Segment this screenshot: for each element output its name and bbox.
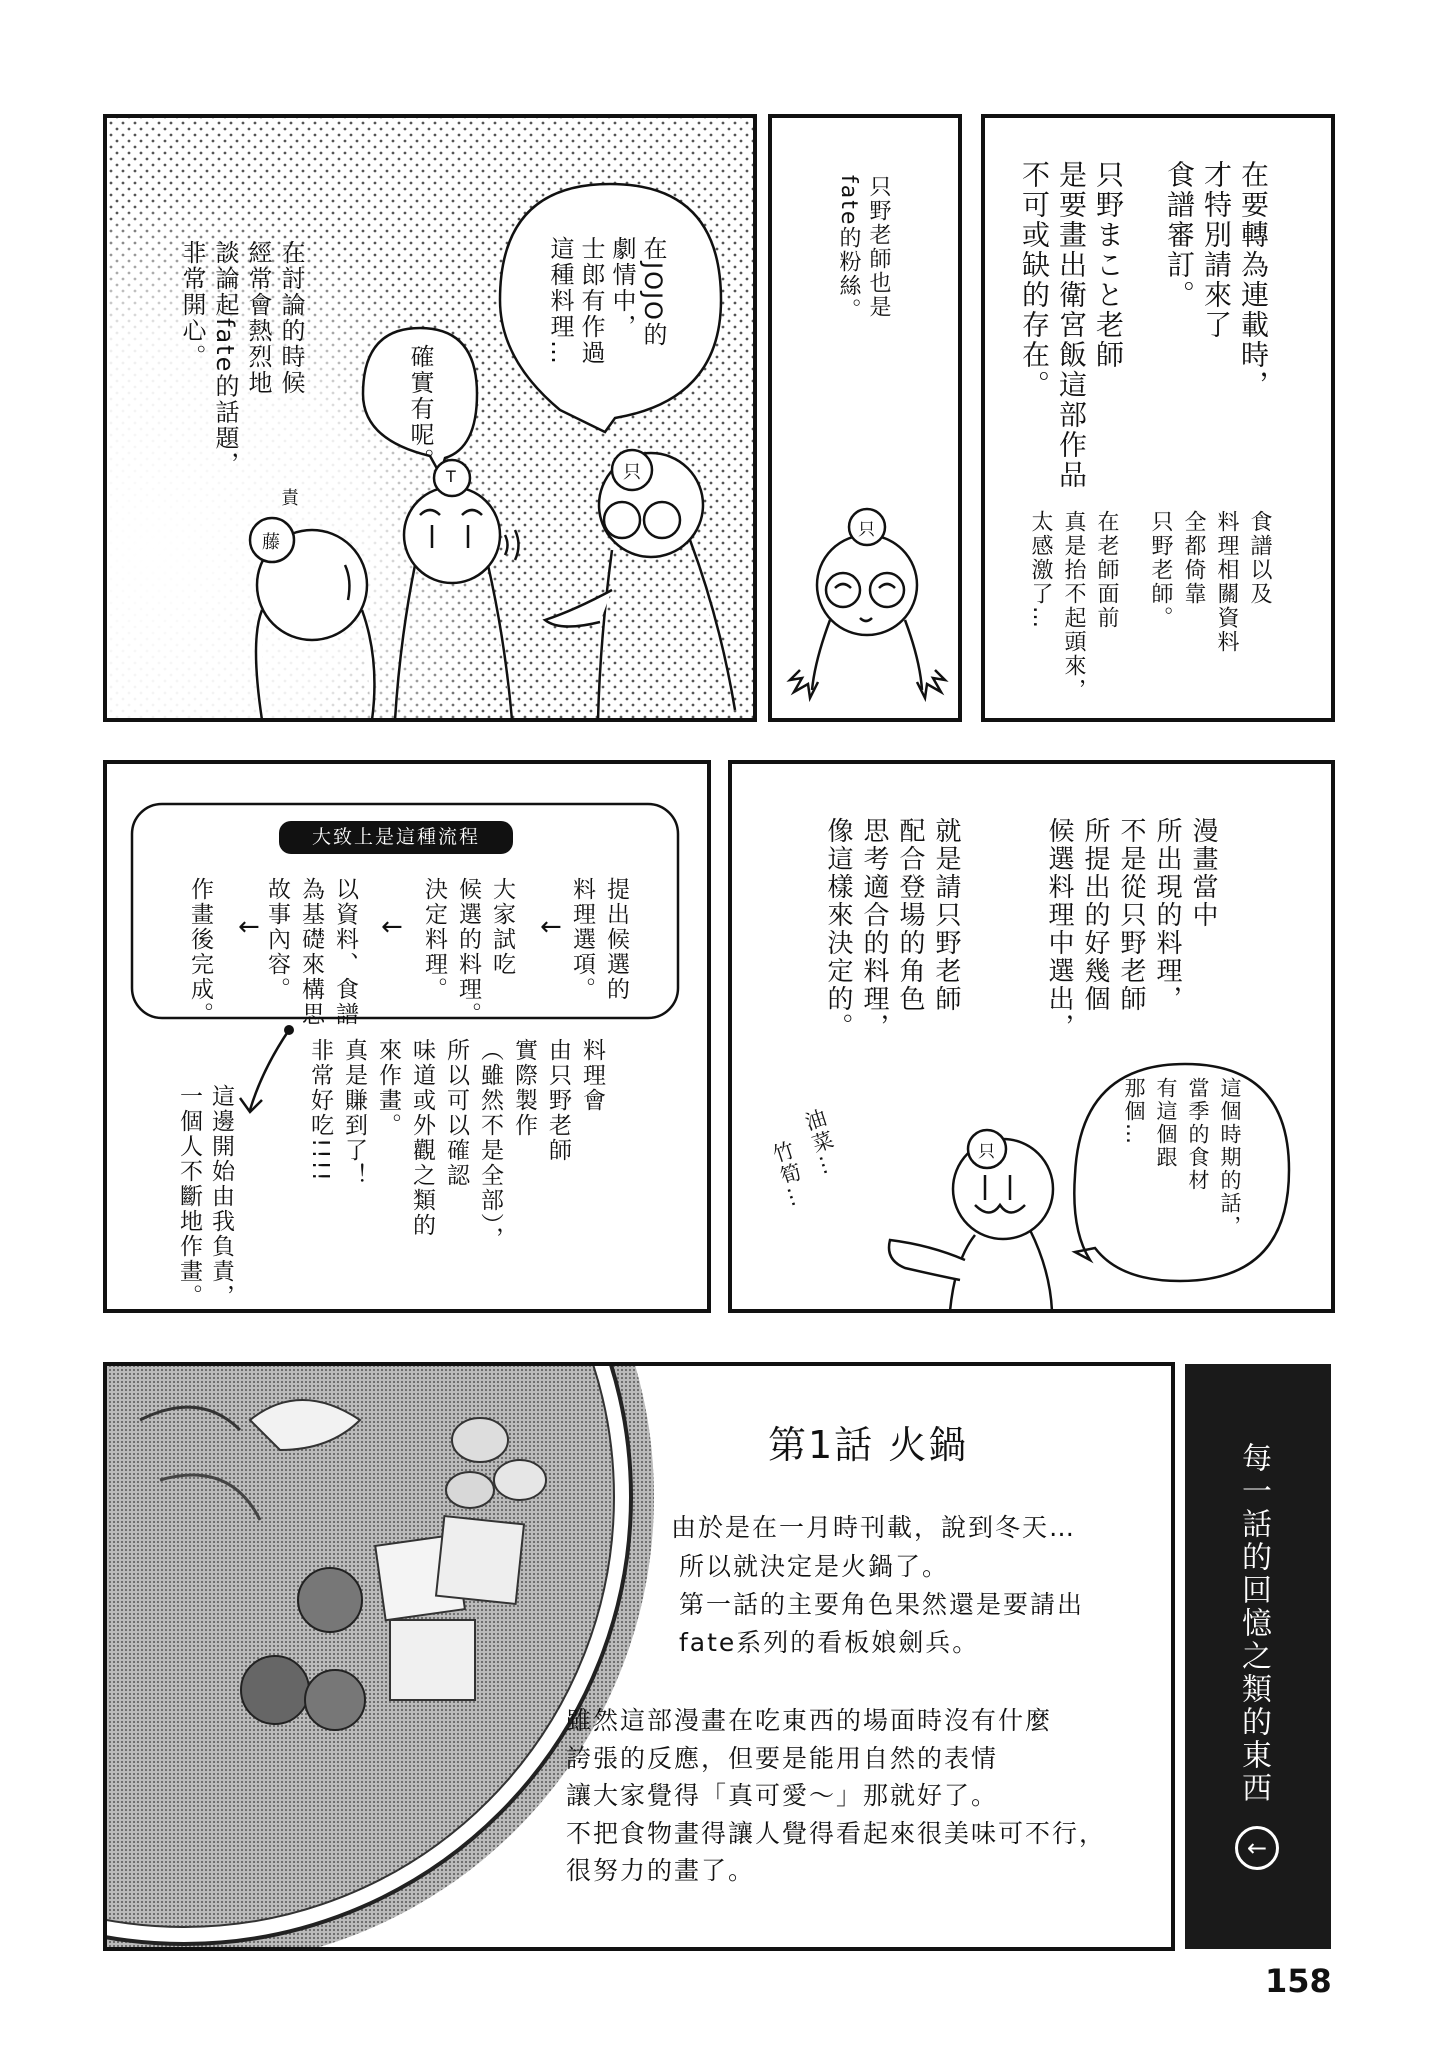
flow-step-1: 提出候選的 料理選項。 — [569, 877, 629, 1002]
paragraph-1-line: fate系列的看板娘劍兵。 — [679, 1628, 980, 1657]
panel3-narration-2: 只野まこと老師 是要畫出衛宮飯這部作品 不可或缺的存在。 — [1018, 160, 1125, 490]
panel5-aside-1: 油菜… — [799, 1105, 845, 1180]
left-arrow-icon: ← — [381, 912, 403, 942]
panel3-note-2: 在老師面前 真是抬不起頭來， 太感激了… — [1028, 510, 1119, 702]
panel1-narration: 在討論的時候 經常會熱烈地 談論起fate的話題， 非常開心。 — [178, 240, 305, 478]
page-number: 158 — [1265, 1962, 1332, 2000]
panel1-bubble-small-text: 確實有呢。 — [406, 344, 434, 474]
episode-title: 第1話 火鍋 — [768, 1423, 969, 1467]
paragraph-2-line: 誇張的反應，但要是能用自然的表情 — [566, 1744, 999, 1773]
paragraph-1-line: 由於是在一月時刊載，說到冬天… — [671, 1513, 1077, 1542]
paragraph-1-line: 第一話的主要角色果然還是要請出 — [679, 1590, 1085, 1619]
flow-title-badge: 大致上是這種流程 — [279, 821, 513, 854]
panel4-note-drawing: 這邊開始由我負責， 一個人不斷地作畫。 — [176, 1084, 234, 1309]
flow-step-4: 作畫後完成。 — [187, 877, 213, 1027]
circled-left-arrow-icon: ← — [1235, 1826, 1279, 1870]
panel1-bubble-large-text: 在JOJO的 劇情中， 士郎有作過 這種料理… — [546, 236, 667, 366]
name-tag-ao: 責 — [281, 488, 299, 509]
paragraph-2-line: 讓大家覺得「真可愛～」那就好了。 — [566, 1781, 999, 1810]
panel5-narration-2: 就是請只野老師 配合登場的角色 思考適合的料理， 像這樣來決定的。 — [823, 817, 961, 1041]
name-tag-tadano: 只 — [978, 1142, 995, 1162]
name-tag-fuji: 藤 — [262, 532, 280, 553]
panel3-narration-1: 在要轉為連載時， 才特別請來了 食譜審訂。 — [1163, 160, 1270, 400]
paragraph-1-line: 所以就決定是火鍋了。 — [679, 1552, 950, 1581]
name-tag-t: T — [446, 467, 456, 486]
panel5-bubble-text: 這個時期的話， 當季的食材 有這個跟 那個… — [1122, 1077, 1242, 1238]
panel3-note-1: 食譜以及 料理相關資料 全都倚靠 只野老師。 — [1148, 510, 1272, 654]
paragraph-2-line: 很努力的畫了。 — [566, 1856, 756, 1885]
left-arrow-icon: ← — [540, 912, 562, 942]
name-tag-tadano: 只 — [858, 520, 875, 540]
panel-1 — [0, 116, 755, 850]
left-arrow-icon: ← — [238, 912, 260, 942]
panel5-narration-1: 漫畫當中 所出現的料理， 不是從只野老師 所提出的好幾個 候選料理中選出， — [1044, 817, 1218, 1041]
flow-step-3: 以資料、食譜 為基礎來構思 故事內容。 — [264, 877, 358, 1027]
panel5-aside-2: 竹筍… — [767, 1137, 813, 1212]
flow-step-2: 大家試吃 候選的料理。 決定料理。 — [421, 877, 515, 1027]
paragraph-2-line: 雖然這部漫畫在吃東西的場面時沒有什麼 — [566, 1706, 1053, 1735]
panel2-narration: 只野老師也是 fate的粉絲。 — [836, 175, 891, 323]
panel4-note-cooking: 料理會 由只野老師 實際製作 （雖然不是全部）， 所以可以確認 味道或外觀之類的 來作畫。 真是賺到了！ 非常好吃!!!! — [307, 1038, 605, 1252]
paragraph-2-line: 不把食物畫得讓人覺得看起來很美味可不行， — [566, 1819, 1107, 1848]
sidebar-title: 每一話的回憶之類的東西 — [1236, 1442, 1271, 1805]
name-tag-tadano: 只 — [623, 462, 641, 483]
